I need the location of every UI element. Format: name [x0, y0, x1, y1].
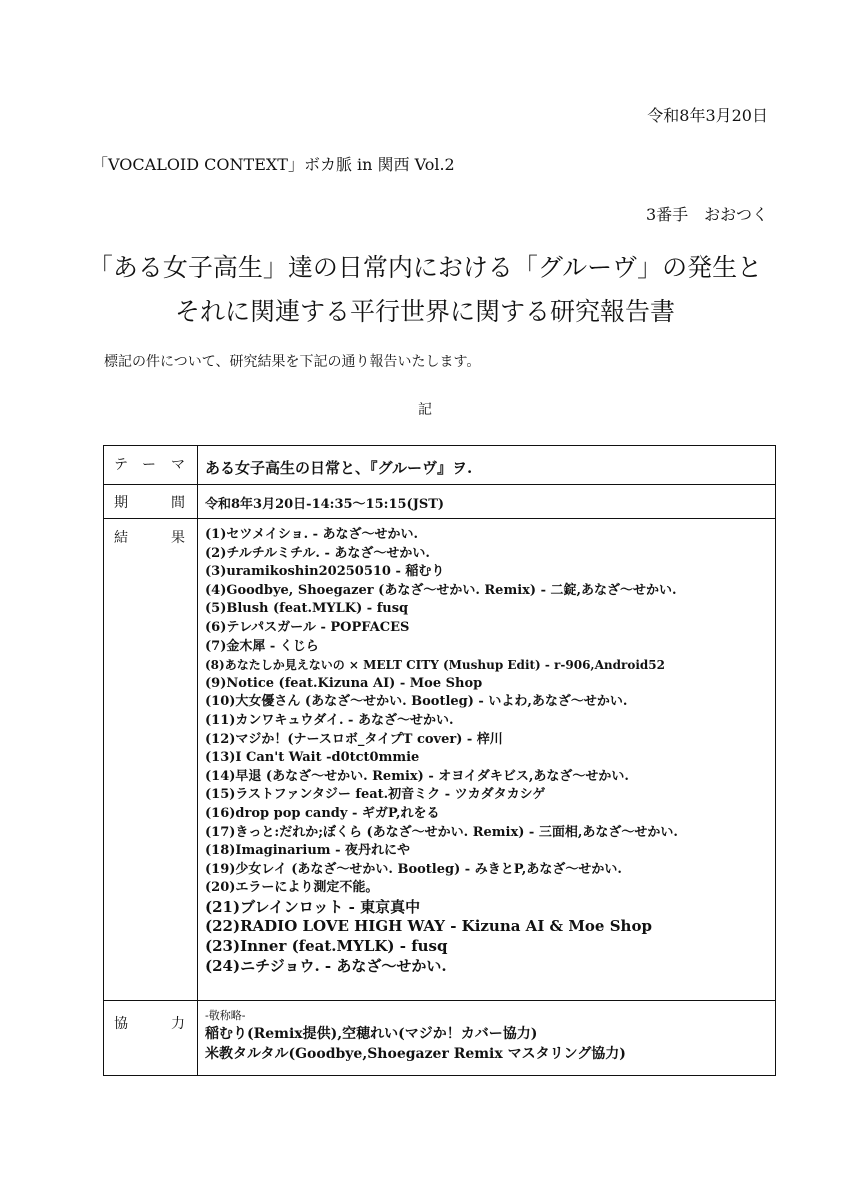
credit-row [104, 1001, 776, 1076]
report-title [0, 246, 850, 334]
credit-line-2: 米教タルタル(Goodbye,Shoegazer Remix マスタリング協力) [205, 1046, 626, 1062]
period-label [104, 485, 198, 519]
track-list [198, 519, 776, 1001]
credit-label-b: 力 [171, 1016, 185, 1032]
document-date: 令和8年3月20日 [647, 106, 768, 125]
event-name: 「VOCALOID CONTEXT」ボカ脈 in 関西 Vol.2 [92, 155, 455, 174]
theme-row [104, 446, 776, 485]
result-label [104, 519, 198, 1001]
track-item: (21)ブレインロット - 東京真中 [205, 897, 421, 916]
credit-line-1: 稲むり(Remix提供),空穂れい(マジか！カバー協力) [205, 1026, 538, 1042]
track-item: (17)きっと:だれか;ぼくら (あなざ～せかい. Remix) - 三面相,あなざ～せかい. [205, 824, 678, 840]
result-label-b: 果 [171, 530, 185, 546]
period-label-a: 期 [114, 495, 128, 511]
track-item: (12)マジか！(ナースロボ_タイプT cover) - 梓川 [205, 731, 503, 747]
track-item: (8)あなたしか見えないの × MELT CITY (Mushup Edit) - r-906,Android52 [205, 658, 665, 673]
theme-label-b: マ [171, 457, 185, 473]
track-item: (24)ニチジョウ. - あなざ～せかい. [205, 956, 447, 975]
ki-heading: 記 [418, 402, 432, 418]
track-item: (3)uramikoshin20250510 - 稲むり [205, 564, 445, 580]
track-item: (5)Blush (feat.MYLK) - fusq [205, 601, 409, 617]
credit-value [198, 1001, 776, 1076]
track-item: (14)早退 (あなざ～せかい. Remix) - オヨイダキビス,あなざ～せかい. [205, 768, 629, 784]
theme-label-a: テ ー [114, 457, 156, 473]
report-table [103, 445, 776, 1076]
performer-name: 3番手 おおつく [645, 205, 768, 224]
report-title-line-1: 「ある女子高生」達の日常内における「グルーヴ」の発生と [87, 253, 763, 282]
period-value: 令和8年3月20日-14:35～15:15(JST) [198, 485, 776, 519]
track-item: (16)drop pop candy - ギガP,れをる [205, 805, 440, 821]
credit-label [104, 1001, 198, 1076]
track-item: (18)Imaginarium - 夜丹れにや [205, 843, 410, 859]
track-item: (15)ラストファンタジー feat.初音ミク - ツカダタカシゲ [205, 787, 546, 803]
credit-label-a: 協 [114, 1016, 128, 1032]
report-title-line-2: それに関連する平行世界に関する研究報告書 [174, 297, 675, 326]
theme-label [104, 446, 198, 485]
track-item: (4)Goodbye, Shoegazer (あなざ～せかい. Remix) - 二錠,あなざ～せかい. [205, 582, 677, 598]
track-item: (2)チルチルミチル. - あなざ～せかい. [205, 545, 430, 561]
honorific-note: -敬称略- [205, 1009, 246, 1022]
track-item: (11)カンワキュウダイ. - あなざ～せかい. [205, 712, 454, 728]
period-label-b: 間 [171, 495, 185, 511]
period-row [104, 485, 776, 519]
result-label-a: 結 [114, 530, 128, 546]
result-row [104, 519, 776, 1001]
track-item: (1)セツメイショ. - あなざ～せかい. [205, 527, 419, 542]
track-item: (10)大女優さん (あなざ～せかい. Bootleg) - いよわ,あなざ～せかい. [205, 694, 628, 710]
track-item: (13)I Can't Wait -d0tct0mmie [205, 750, 420, 766]
track-item: (6)テレパスガール - POPFACES [205, 619, 410, 635]
track-item: (23)Inner (feat.MYLK) - fusq [205, 937, 448, 956]
track-item: (9)Notice (feat.Kizuna AI) - Moe Shop [205, 675, 483, 691]
track-item: (19)少女レイ (あなざ～せかい. Bootleg) - みきとP,あなざ～せかい. [205, 861, 622, 877]
track-item: (20)エラーにより測定不能。 [205, 880, 379, 896]
theme-value: ある女子高生の日常と、『グルーヴ』ヲ. [198, 446, 776, 485]
intro-text: 標記の件について、研究結果を下記の通り報告いたします。 [104, 354, 481, 370]
track-item: (7)金木犀 - くじら [205, 638, 319, 654]
track-item: (22)RADIO LOVE HIGH WAY - Kizuna AI & Moe Shop [205, 917, 652, 936]
